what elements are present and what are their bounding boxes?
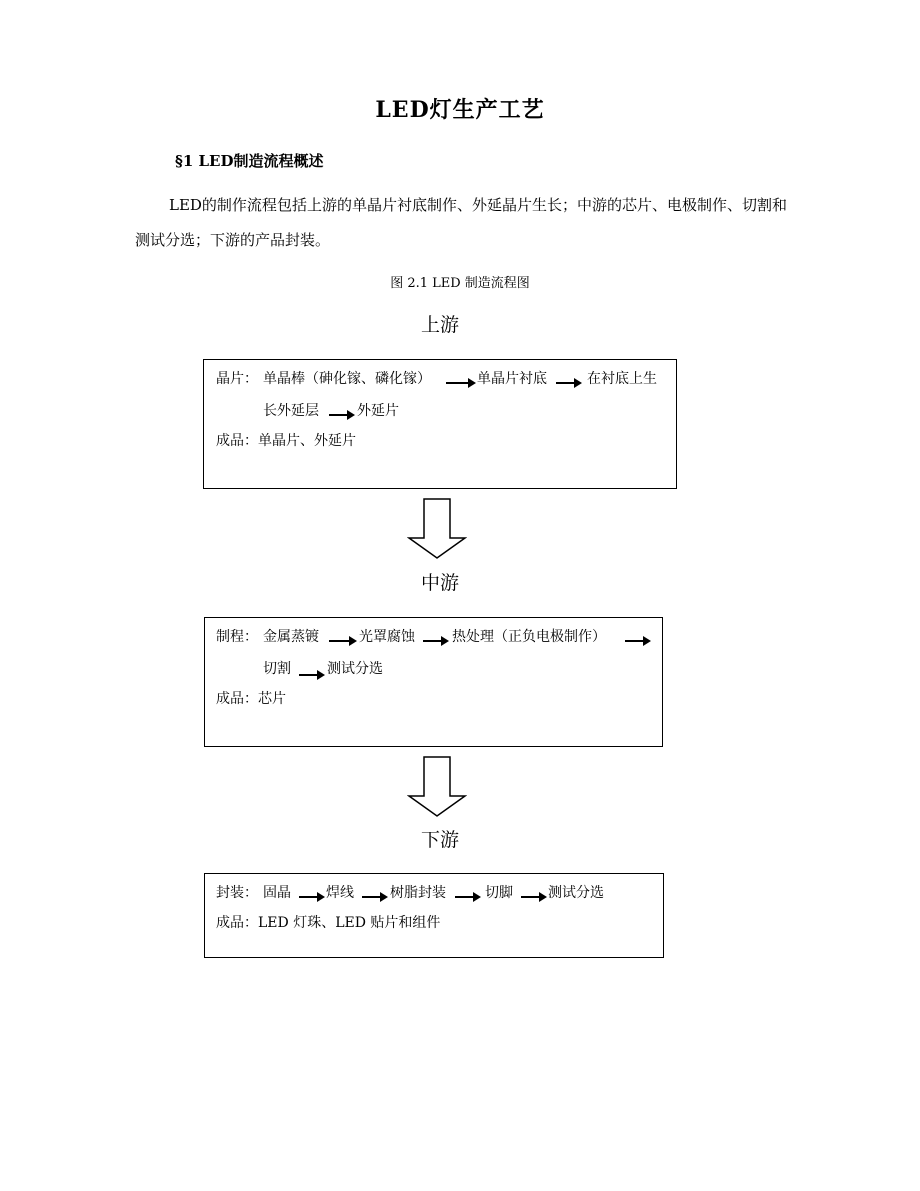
midstream-step-3: 热处理（正负电极制作）: [452, 629, 606, 645]
upstream-step-3: 在衬底上生: [587, 371, 657, 387]
section-heading: §1 LED制造流程概述: [175, 152, 324, 170]
flow-arrow: [455, 896, 479, 898]
flow-arrow: [446, 382, 474, 384]
flow-arrow: [625, 640, 649, 642]
flow-arrow: [521, 896, 545, 898]
midstream-product: 成品：芯片: [216, 691, 286, 707]
down-arrow-icon: [407, 756, 467, 818]
downstream-step-1: 固晶: [263, 885, 291, 901]
flow-arrow: [299, 896, 323, 898]
down-arrow-icon: [407, 498, 467, 560]
midstream-step-1: 金属蒸镀: [263, 629, 319, 645]
intro-paragraph: LED的制作流程包括上游的单晶片衬底制作、外延晶片生长；中游的芯片、电极制作、切割和测试分选；下游的产品封装。: [135, 196, 787, 249]
flow-arrow: [329, 414, 353, 416]
flow-arrow: [423, 640, 447, 642]
midstream-label: 中游: [420, 572, 459, 594]
downstream-step-4: 切脚: [485, 885, 513, 901]
downstream-box: [204, 873, 664, 958]
downstream-step-3: 树脂封装: [390, 885, 446, 901]
downstream-prefix: 封装：: [216, 885, 258, 901]
upstream-step-3-cont: 长外延层: [263, 403, 319, 419]
midstream-box: [204, 617, 663, 747]
midstream-step-2: 光罩腐蚀: [359, 629, 415, 645]
downstream-product: 成品：LED 灯珠、LED 贴片和组件: [216, 915, 441, 931]
figure-caption: 图 2.1 LED 制造流程图: [390, 276, 530, 291]
midstream-step-4: 切割: [263, 661, 291, 677]
upstream-product: 成品：单晶片、外延片: [216, 433, 356, 449]
midstream-step-5: 测试分选: [327, 661, 383, 677]
flow-arrow: [329, 640, 355, 642]
flow-arrow: [362, 896, 386, 898]
downstream-label: 下游: [420, 829, 459, 851]
document-title: LED灯生产工艺: [375, 97, 545, 123]
upstream-step-1: 单晶棒（砷化镓、磷化镓）: [263, 371, 431, 387]
upstream-box: [203, 359, 677, 489]
midstream-prefix: 制程：: [216, 629, 258, 645]
upstream-step-4: 外延片: [357, 403, 399, 419]
upstream-prefix: 晶片：: [216, 371, 258, 387]
upstream-step-2: 单晶片衬底: [477, 371, 547, 387]
downstream-step-2: 焊线: [326, 885, 354, 901]
upstream-label: 上游: [420, 314, 459, 336]
flow-arrow: [299, 674, 323, 676]
flow-arrow: [556, 382, 580, 384]
downstream-step-5: 测试分选: [548, 885, 604, 901]
